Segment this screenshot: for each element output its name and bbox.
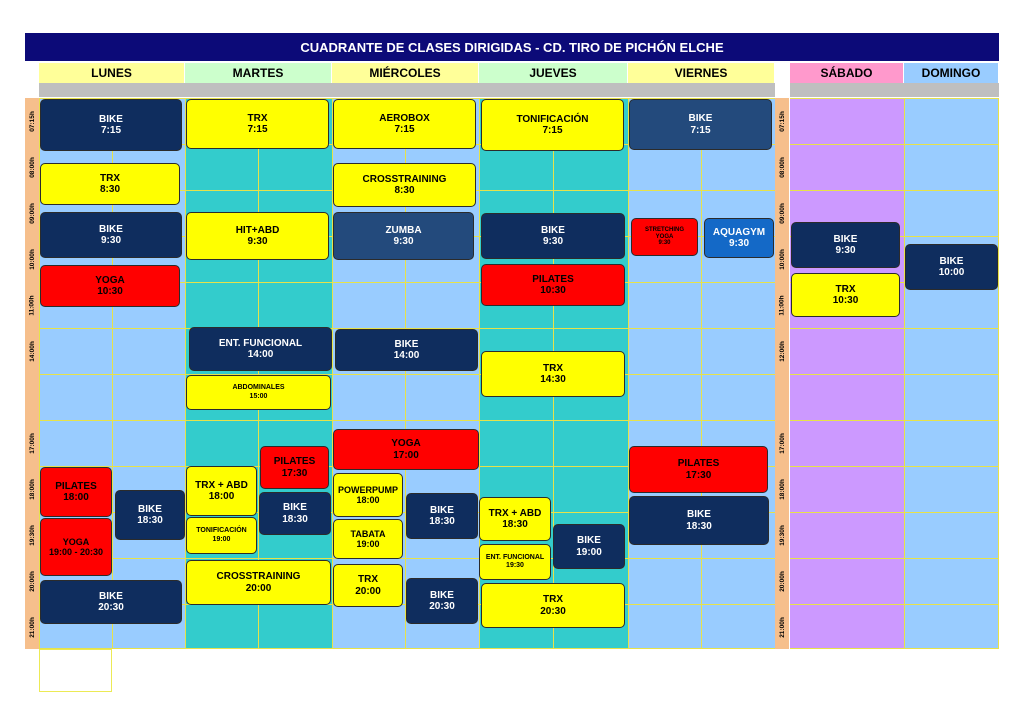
class-time: 19:00 — [576, 546, 602, 558]
class-block[interactable] — [333, 212, 474, 260]
class-name: BIKE — [394, 338, 419, 350]
class-block[interactable] — [333, 564, 403, 607]
grid-hline — [790, 190, 999, 191]
class-time: 8:30 — [99, 184, 120, 195]
class-block[interactable] — [335, 329, 478, 371]
class-name: ZUMBA — [385, 224, 422, 236]
time-strip-weekend — [775, 98, 789, 649]
class-block[interactable] — [481, 99, 624, 151]
time-label-text: 19:30h — [778, 524, 786, 546]
class-time: 18:30 — [686, 520, 712, 532]
class-time: 20:30 — [540, 605, 566, 617]
grid-hline — [790, 144, 999, 145]
class-name: BIKE — [688, 113, 713, 124]
class-time: 19:00 — [212, 535, 231, 543]
class-name: TRX — [247, 112, 268, 124]
class-time: 19:00 — [356, 539, 380, 549]
class-time: 9:30 — [542, 236, 563, 247]
class-time: 7:15 — [100, 125, 121, 136]
day-header-domingo: DOMINGO — [904, 63, 999, 83]
class-block[interactable] — [40, 580, 182, 624]
class-time: 10:30 — [540, 285, 566, 296]
time-label — [25, 236, 39, 282]
grid-hline — [790, 512, 999, 513]
class-block[interactable] — [333, 99, 476, 149]
time-label-text: 12:00h — [778, 340, 786, 362]
time-label-text: 10:00h — [778, 248, 786, 270]
time-label-text: 18:00h — [778, 478, 786, 500]
class-time: 10:00 — [938, 267, 965, 278]
class-block[interactable] — [259, 492, 331, 535]
class-name: PILATES — [532, 273, 574, 285]
class-time: 9:30 — [728, 238, 749, 249]
grid-hline — [39, 648, 775, 649]
time-label — [775, 236, 789, 282]
class-name: ENT. FUNCIONAL — [485, 553, 545, 561]
grid-vline — [904, 98, 905, 649]
class-time: 19:30 — [506, 562, 524, 569]
time-label-text: 18:00h — [28, 478, 36, 500]
class-name: PILATES — [677, 458, 720, 469]
class-name-secondary: YOGA — [655, 233, 674, 240]
class-block[interactable] — [189, 327, 332, 371]
class-name: PILATES — [55, 480, 97, 492]
time-label — [775, 98, 789, 144]
class-name: BIKE — [833, 233, 858, 245]
time-label — [775, 144, 789, 190]
class-name: YOGA — [391, 438, 421, 449]
class-name: POWERPUMP — [337, 484, 398, 495]
time-label — [775, 282, 789, 328]
class-name: TRX — [358, 574, 378, 585]
class-block[interactable] — [333, 163, 476, 207]
class-block[interactable] — [186, 466, 257, 516]
time-label — [775, 604, 789, 650]
class-time: 20:00 — [245, 582, 272, 594]
day-header-lunes: LUNES — [39, 63, 185, 83]
class-time: 18:00 — [208, 491, 235, 502]
class-time: 20:30 — [429, 601, 455, 612]
day-header-sabado: SÁBADO — [790, 63, 904, 83]
class-name: AQUAGYM — [712, 226, 766, 238]
class-block[interactable] — [333, 429, 479, 470]
time-label — [775, 374, 789, 420]
class-block[interactable] — [186, 99, 329, 149]
class-time: 14:00 — [393, 350, 420, 361]
class-block[interactable] — [553, 524, 625, 569]
class-time: 7:15 — [542, 125, 563, 136]
class-time: 17:00 — [393, 449, 419, 461]
class-name: BIKE — [939, 255, 964, 267]
class-block[interactable] — [186, 517, 257, 554]
time-label-text: 20:00h — [28, 570, 36, 592]
class-time: 15:00 — [249, 392, 268, 400]
time-label — [25, 466, 39, 512]
class-time: 10:30 — [832, 295, 859, 306]
class-time: 18:00 — [356, 495, 380, 505]
time-label — [25, 374, 39, 420]
time-label-text: 08:00h — [28, 156, 36, 178]
day-header-jueves: JUEVES — [479, 63, 628, 83]
class-block[interactable] — [481, 264, 625, 306]
class-name: BIKE — [99, 223, 123, 235]
day-header-martes: MARTES — [185, 63, 332, 83]
class-name: BIKE — [687, 509, 711, 520]
grid-hline — [790, 466, 999, 467]
grid-hline — [790, 374, 999, 375]
class-block[interactable] — [40, 163, 180, 205]
time-label-text: 09:00h — [28, 202, 36, 224]
header-gray-bar-weekdays — [39, 83, 775, 97]
class-time: 9:30 — [247, 236, 268, 247]
time-strip-weekdays — [25, 98, 39, 649]
time-label-text: 21:00h — [778, 616, 786, 638]
grid-vline — [998, 98, 999, 649]
class-name: BIKE — [283, 502, 307, 513]
class-name: BIKE — [577, 535, 601, 546]
class-block[interactable] — [115, 490, 185, 540]
time-label-text: 08:00h — [778, 156, 786, 178]
time-label-text: 11:00h — [28, 294, 36, 316]
class-time: 9:30 — [393, 236, 414, 247]
time-label — [25, 420, 39, 466]
class-block[interactable] — [481, 213, 625, 259]
time-label — [25, 328, 39, 374]
class-block[interactable] — [791, 273, 900, 317]
time-label — [775, 328, 789, 374]
class-time: 18:00 — [63, 492, 89, 503]
class-time: 20:30 — [98, 602, 124, 613]
time-label — [25, 190, 39, 236]
time-label — [25, 144, 39, 190]
class-block[interactable] — [40, 467, 112, 517]
class-time: 7:15 — [247, 124, 268, 135]
class-time: 18:30 — [429, 516, 455, 527]
time-label-text: 07:15h — [778, 110, 786, 132]
class-block[interactable] — [186, 375, 331, 410]
time-label-text: 17:00h — [28, 432, 36, 454]
class-name: TRX — [543, 362, 563, 374]
time-label — [775, 466, 789, 512]
grid-hline — [790, 98, 999, 99]
class-name: TONIFICACIÓN — [516, 113, 589, 125]
class-name: TRX — [100, 172, 120, 184]
class-name: BIKE — [99, 113, 123, 125]
day-header-miercoles: MIÉRCOLES — [332, 63, 479, 83]
class-name: TABATA — [350, 528, 386, 539]
class-block[interactable] — [186, 212, 329, 260]
class-name: ENT. FUNCIONAL — [218, 337, 303, 349]
grid-hline — [39, 420, 775, 421]
class-block[interactable] — [629, 496, 769, 545]
time-label — [775, 420, 789, 466]
class-block[interactable] — [406, 578, 478, 624]
class-block[interactable] — [406, 493, 478, 539]
class-time: 17:30 — [685, 469, 712, 481]
class-block[interactable] — [629, 446, 768, 493]
schedule-title: CUADRANTE DE CLASES DIRIGIDAS - CD. TIRO DE PICHÓN ELCHE — [25, 33, 999, 61]
time-label-text: 14:00h — [28, 340, 36, 362]
class-name: AEROBOX — [379, 112, 430, 124]
class-block[interactable] — [631, 218, 698, 256]
class-name: CROSSTRAINING — [216, 571, 301, 582]
class-name: TRX — [543, 594, 563, 605]
class-name: STRETCHING — [645, 226, 684, 233]
time-label — [25, 98, 39, 144]
empty-box — [39, 649, 112, 692]
class-time: 14:00 — [247, 349, 274, 360]
class-block[interactable] — [260, 446, 329, 489]
grid-hline — [790, 648, 999, 649]
class-name: TRX + ABD — [195, 479, 248, 491]
class-time: 18:30 — [502, 519, 528, 530]
class-block[interactable] — [333, 519, 403, 559]
time-label-text: 11:00h — [778, 294, 786, 316]
class-block[interactable] — [481, 583, 625, 628]
class-name: BIKE — [430, 589, 454, 601]
class-time: 20:00 — [355, 585, 381, 597]
grid-hline — [39, 374, 775, 375]
class-name: PILATES — [273, 456, 316, 467]
class-time: 19:00 - 20:30 — [48, 547, 104, 557]
time-label-text: 19:30h — [28, 524, 36, 546]
time-label-text: 09:00h — [778, 202, 786, 224]
time-label — [775, 512, 789, 558]
class-block[interactable] — [186, 560, 331, 605]
class-name: TRX — [835, 283, 856, 295]
class-time: 10:30 — [97, 286, 123, 297]
class-time: 9:30 — [835, 245, 856, 256]
class-name: TRX + ABD — [488, 507, 542, 519]
time-label-text: 17:00h — [778, 432, 786, 454]
day-header-viernes: VIERNES — [628, 63, 775, 83]
class-name: BIKE — [430, 504, 454, 516]
class-time: 17:30 — [281, 467, 308, 479]
class-block[interactable] — [479, 497, 551, 541]
class-time: 9:30 — [658, 240, 671, 247]
class-name: TONIFICACIÓN — [196, 527, 247, 535]
grid-hline — [790, 420, 999, 421]
class-name: YOGA — [95, 274, 125, 286]
class-name: BIKE — [138, 503, 162, 515]
class-block[interactable] — [40, 518, 112, 576]
time-label — [25, 512, 39, 558]
class-name: CROSSTRAINING — [362, 173, 447, 185]
time-label-text: 10:00h — [28, 248, 36, 270]
class-time: 18:30 — [282, 513, 308, 525]
time-label-text: 20:00h — [778, 570, 786, 592]
time-label — [25, 282, 39, 328]
class-block[interactable] — [479, 544, 551, 580]
class-name: ABDOMINALES — [232, 384, 285, 392]
class-name: BIKE — [99, 590, 123, 602]
class-block[interactable] — [905, 244, 998, 290]
class-time: 14:30 — [540, 374, 566, 385]
class-block[interactable] — [704, 218, 774, 258]
grid-vline — [701, 98, 702, 649]
time-label-text: 21:00h — [28, 616, 36, 638]
time-label — [775, 558, 789, 604]
class-block[interactable] — [333, 473, 403, 517]
class-name: BIKE — [541, 224, 565, 236]
class-block[interactable] — [40, 265, 180, 307]
class-block[interactable] — [629, 99, 772, 150]
class-time: 8:30 — [394, 185, 415, 196]
grid-vline — [628, 98, 629, 649]
grid-hline — [790, 328, 999, 329]
time-label — [775, 190, 789, 236]
class-time: 7:15 — [394, 124, 415, 135]
time-label-text: 07:15h — [28, 110, 36, 132]
class-block[interactable] — [481, 351, 625, 397]
class-time: 7:15 — [690, 124, 711, 136]
time-label — [25, 604, 39, 650]
class-block[interactable] — [40, 99, 182, 151]
grid-hline — [39, 558, 775, 559]
grid-hline — [790, 604, 999, 605]
class-time: 9:30 — [100, 235, 121, 246]
class-name: HIT+ABD — [235, 224, 280, 236]
class-name: YOGA — [62, 536, 90, 547]
class-block[interactable] — [40, 212, 182, 258]
class-time: 18:30 — [137, 515, 163, 526]
time-label — [25, 558, 39, 604]
grid-hline — [790, 558, 999, 559]
header-gray-bar-weekend — [790, 83, 999, 97]
class-block[interactable] — [791, 222, 900, 268]
